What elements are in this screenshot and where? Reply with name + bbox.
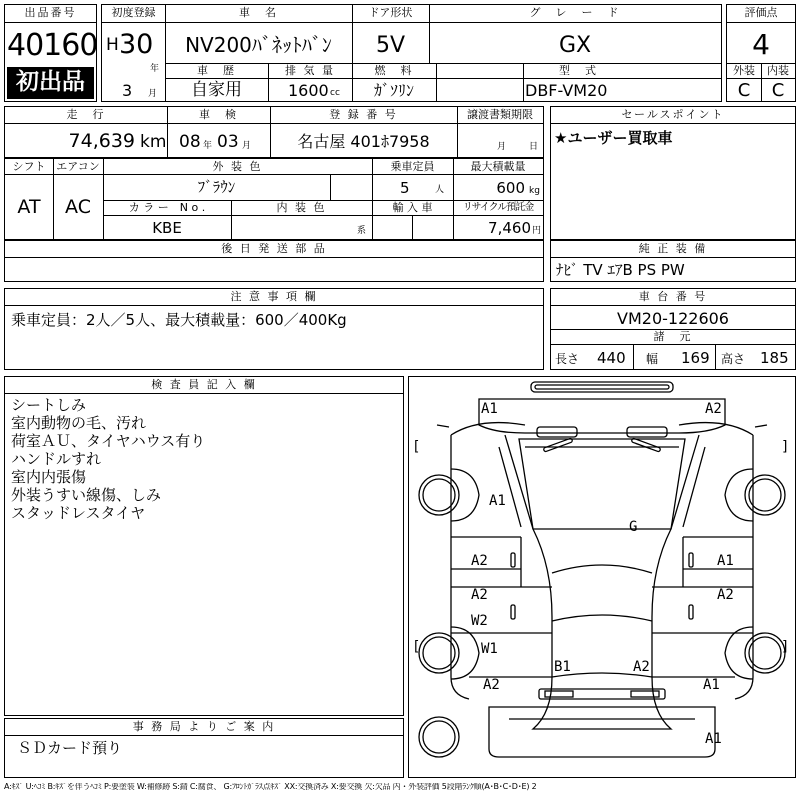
import-label: 輸 入 車 <box>392 201 433 214</box>
model: DBF-VM20 <box>525 81 608 100</box>
damage-mark: A2 <box>471 587 488 603</box>
equipment-box <box>550 240 796 282</box>
damage-diagram <box>408 376 796 778</box>
inspector-label: 検 査 員 記 入 欄 <box>151 378 257 391</box>
door-label: ドア形状 <box>368 6 413 19</box>
inspector-notes <box>11 396 205 522</box>
vehicle-outline <box>409 377 795 777</box>
lot-number: 40160 <box>7 28 98 63</box>
chassis-label: 車 台 番 号 <box>638 290 708 303</box>
recycle-unit: 円 <box>532 226 542 236</box>
damage-mark: A2 <box>705 401 722 417</box>
history-label: 車 歴 <box>197 64 236 77</box>
height: 185 <box>760 349 789 367</box>
width-label: 幅 <box>646 352 659 366</box>
height-label: 高さ <box>721 352 746 366</box>
damage-mark: A1 <box>481 401 498 417</box>
bracket-left-rear: [ <box>412 639 421 655</box>
inspection-month-unit: 月 <box>242 141 252 151</box>
transfer-label: 譲渡書類期限 <box>467 108 533 121</box>
recycle-label: リサイクル預託金 <box>462 202 534 213</box>
header-main-box <box>101 4 722 102</box>
damage-mark: A1 <box>703 677 720 693</box>
inspector-note: スタッドレスタイヤ <box>11 504 146 522</box>
fuel-label: 燃 料 <box>374 64 414 77</box>
office-text: ＳＤカード預り <box>17 739 123 757</box>
notice-label: 注 意 事 項 欄 <box>230 290 318 303</box>
equipment: ﾅﾋﾞ TV ｴｱB PS PW <box>556 261 685 279</box>
inspector-note: 室内動物の毛、汚れ <box>11 414 147 432</box>
fuel: ｶﾞｿﾘﾝ <box>373 81 414 100</box>
chassis-number: VM20-122606 <box>617 309 729 328</box>
lot-box <box>4 4 97 102</box>
interior-grade: C <box>771 80 785 101</box>
car-name-label: 車 名 <box>239 6 278 19</box>
damage-mark: W2 <box>471 613 488 629</box>
bracket-right-rear: ] <box>781 639 790 655</box>
inspector-note: 室内内張傷 <box>11 468 87 486</box>
capacity-unit: 人 <box>435 185 445 195</box>
recycle-deposit: 7,460 <box>488 219 531 237</box>
mileage-row-box <box>4 106 544 158</box>
inspector-note: ハンドルすれ <box>11 450 102 468</box>
month: 3 <box>122 81 133 100</box>
max-load-label: 最大積載量 <box>470 160 526 173</box>
office-label: 事 務 局 よ り ご 案 内 <box>132 720 276 733</box>
damage-mark: A1 <box>489 493 506 509</box>
bracket-left-front: [ <box>412 439 421 455</box>
int-color-suffix: 系 <box>357 226 367 236</box>
later-parts-box <box>4 240 544 282</box>
model-label: 型 式 <box>559 64 598 77</box>
inspector-note: 外装うすい線傷、しみ <box>11 486 162 504</box>
score-box <box>726 4 796 102</box>
damage-mark: A1 <box>705 731 722 747</box>
later-parts-label: 後 日 発 送 部 品 <box>221 242 327 255</box>
ac-label: エアコン <box>56 160 100 173</box>
history: 自家用 <box>191 80 242 100</box>
sales-point: ★ユーザー買取車 <box>554 129 673 147</box>
inspector-note: シートしみ <box>11 396 87 414</box>
inspection-month: 03 <box>217 132 239 152</box>
damage-mark: A2 <box>471 553 488 569</box>
door: 5V <box>375 33 406 58</box>
damage-mark: A2 <box>633 659 650 675</box>
year: 30 <box>119 29 154 60</box>
int-color-label: 内 装 色 <box>276 201 327 214</box>
score-label: 評価点 <box>744 6 778 19</box>
exterior-label: 外装 <box>733 64 755 77</box>
damage-mark: A1 <box>717 553 734 569</box>
ext-color-label: 外 装 色 <box>212 160 263 173</box>
mileage-label: 走 行 <box>66 108 106 121</box>
transfer-day-unit: 日 <box>529 142 539 152</box>
equipment-label: 純 正 装 備 <box>638 242 708 255</box>
damage-mark: B1 <box>554 659 571 675</box>
inspection-year-unit: 年 <box>203 141 213 151</box>
color-no-label: カ ラ ー N o . <box>128 201 206 214</box>
registration-label: 登 録 番 号 <box>329 108 398 121</box>
damage-mark: G <box>629 519 638 535</box>
color-number: KBE <box>152 219 182 237</box>
displacement-label: 排 気 量 <box>285 64 335 77</box>
cc-unit: cc <box>330 88 340 98</box>
score: 4 <box>752 28 770 61</box>
max-load: 600 <box>496 179 525 197</box>
year-unit: 年 <box>150 64 160 74</box>
grade: GX <box>558 33 592 58</box>
damage-mark: A2 <box>483 677 500 693</box>
chassis-box <box>550 288 796 370</box>
era: H <box>106 35 119 55</box>
car-name: NV200ﾊﾞﾈｯﾄﾊﾞﾝ <box>185 33 332 57</box>
specs-box <box>4 158 544 240</box>
inspection-label: 車 検 <box>199 108 238 121</box>
bracket-right-front: ] <box>781 439 790 455</box>
mileage: 74,639 <box>68 130 135 152</box>
damage-mark: W1 <box>481 641 498 657</box>
sales-point-label: セールスポイント <box>621 108 725 121</box>
month-unit: 月 <box>148 89 158 99</box>
inspection-year: 08 <box>179 132 201 152</box>
mileage-unit: km <box>140 132 167 152</box>
ext-color: ﾌﾞﾗｳﾝ <box>197 178 236 196</box>
air-conditioning: AC <box>65 196 91 218</box>
transfer-month-unit: 月 <box>497 142 507 152</box>
damage-mark: A2 <box>717 587 734 603</box>
shift: AT <box>17 196 41 218</box>
displacement: 1600 <box>288 81 329 100</box>
sales-point-box <box>550 106 796 240</box>
max-load-unit: kg <box>529 186 540 196</box>
notice-box <box>4 288 544 370</box>
first-listing-text: 初出品 <box>16 69 85 95</box>
shift-label: シフト <box>12 160 46 173</box>
inspector-note: 荷室ＡＵ、タイヤハウス有り <box>11 432 206 450</box>
grade-label: グ レ ー ド <box>529 6 621 19</box>
interior-label: 内装 <box>767 64 789 77</box>
length-label: 長さ <box>555 352 580 366</box>
notice-text: 乗車定員：2人／5人、最大積載量：600／400Kg <box>11 311 347 329</box>
width: 169 <box>681 349 710 367</box>
first-reg-label: 初度登録 <box>111 6 156 19</box>
capacity-label: 乗車定員 <box>390 160 435 173</box>
length: 440 <box>597 349 626 367</box>
legend: A:ｷｽﾞ U:ﾍｺﾐ B:ｷｽﾞを伴うﾍｺﾐ P:要塗装 W:補修跡 S:錆 C:腐食、 G:ﾌﾛﾝﾄｶﾞﾗｽ点ｷｽﾞ XX:交換済み X:要交換 欠:欠品 内・外装評価 5段階ﾗﾝｸ順(A･B･C･D･E) 2 <box>4 783 537 791</box>
capacity: 5 <box>400 179 410 197</box>
exterior-grade: C <box>737 80 751 101</box>
office-box <box>4 718 404 778</box>
dims-label: 諸 元 <box>653 330 693 343</box>
lot-label: 出品番号 <box>24 6 77 19</box>
inspector-box <box>4 376 404 716</box>
registration-number: 名古屋 401ﾎ7958 <box>297 132 430 151</box>
